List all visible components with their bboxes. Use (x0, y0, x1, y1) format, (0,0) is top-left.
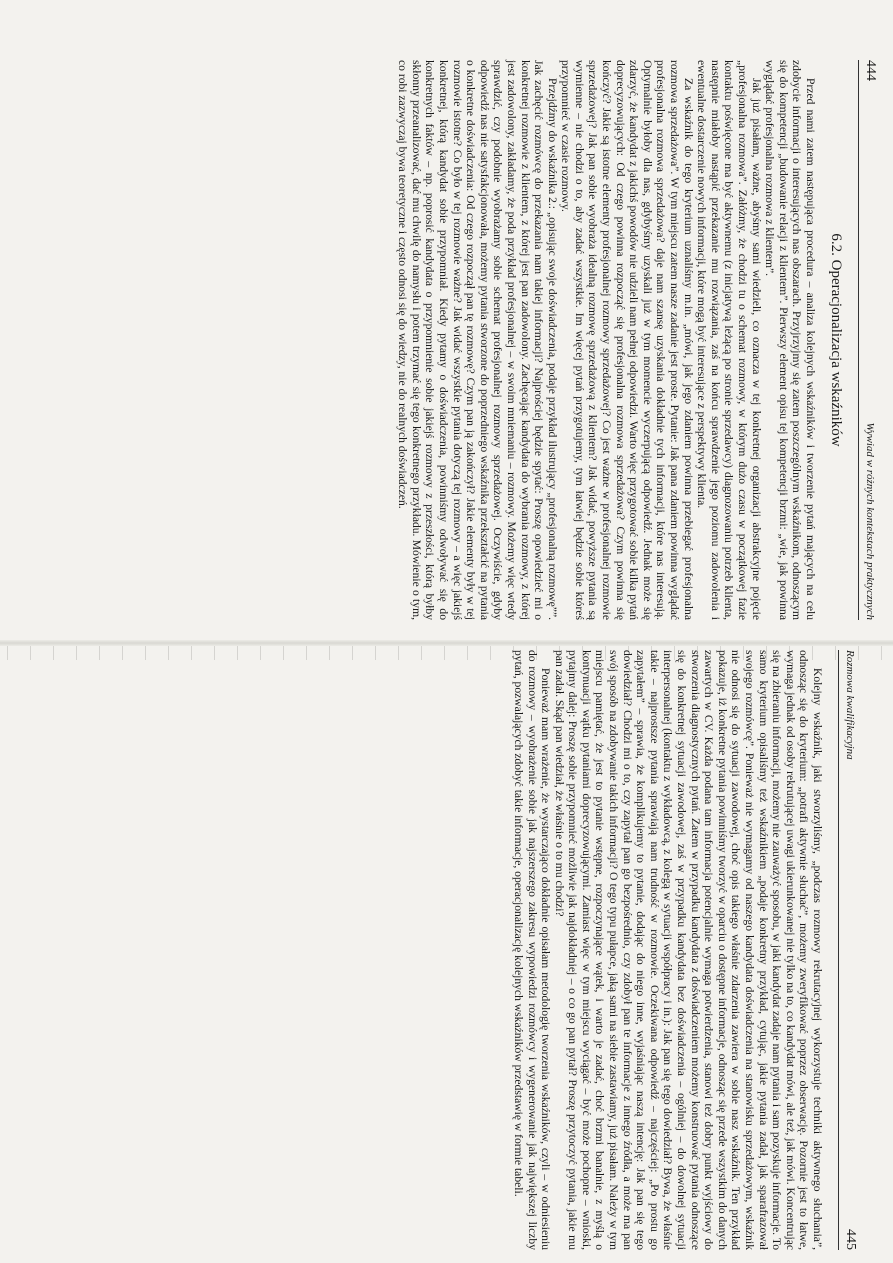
page-445 (78, 650, 858, 1250)
paragraph: Przed nami zatem następująca procedura – analiza kolejnych wskaźników i tworzenie pytań mających na celu zdobycie informacji o interesujących nas obszarach. Przyjrzyjmy się zatem poszczególnym wskaźnikom, odnoszącym się do kompetencji „budowanie relacji z klientem”. Pierwszy element opisu tej kompetencji brzmi: „wie, jak powinna wyglądać profesjonalna rozmowa z klientem”. (763, 60, 817, 620)
running-head (838, 650, 858, 1250)
running-title: Rozmowa kwalifikacyjna (844, 650, 856, 760)
paragraph: Jak już pisałam, ważne, abyśmy sami wiedzieli, co oznacza w tej konkretnej organizacji abstrakcyjne pojęcie „profesjonalna rozmowa”. Załóżmy, że chodzi tu o schemat rozmowy, w którym dużo czasu w początkowej fazie kontaktu poświęcone ma być aktywnemu (z inicjatywą leżącą po stronie sprzedawcy) diagnozowaniu potrzeb klienta, następnie miałoby nastąpić przekazanie mu rozwiązania, zaś na końcu sprawdzenie jego poziomu zadowolenia i ewentualne dostarczenie nowych informacji, które mogą być interesujące z perspektywy klienta. (695, 60, 763, 620)
paragraph: Za wskaźnik do tego kryterium uznaliśmy m.in. „mówi, jak jego zdaniem powinna przebiegać profesjonalna rozmowa sprzedażowa”. W tym miejscu zatem nasze zadanie jest proste. Pytanie: Jak pana zdaniem powinna wyglądać profesjonalna rozmowa sprzedażowa? daje nam szansę uzyskania dokładnie tych informacji, które nas interesują. Optymalnie byłoby dla nas, gdybyśmy uzyskali już w tym momencie wyczerpującą odpowiedź. Jednak może się zdarzyć, że kandydat z jakichś powodów nie udzieli nam pełnej odpowiedzi. Warto więc przygotować sobie kilka pytań doprecyzowujących: Od czego powinna rozpocząć się profesjonalna rozmowa sprzedażowa? Czym powinna się kończyć? Jakie są istotne elementy profesjonalnej rozmowy sprzedażowej? Co jest ważne w profesjonalnej rozmowie sprzedażowej? Jak pan sobie wyobraża idealną rozmowę sprzedażową z klientem? Jak widać, powyższe pytania są wymienne – nie chodzi o to, aby zadać wszystkie. Im więcej pytań przygotujemy, tym łatwiej będzie sobie któreś przypomnieć w czasie rozmowy. (559, 60, 695, 620)
paragraph: Ponieważ mam wrażenie, że wystarczająco dokładnie opisałam metodologię tworzenia wskaźników, czyli – w odniesieniu do rozmowy – wyobrażenie sobie jak najszerszego zakresu wypowiedzi rozmówcy i wygenerowanie jak największej liczby pytań, pozwalających zdobyć takie informacje, operacjonalizację kolejnych wskaźników przedstawię w formie tabeli. (511, 650, 553, 1250)
paragraph: Przejdźmy do wskaźnika 2.: „opisując swoje doświadczenia, podaje przykład ilustrujący „profesjonalną rozmowę””. Jak zachęcić rozmówcę do przekazania nam takiej informacji? Najprościej będzie spytać: Proszę opowiedzieć mi o konkretnej rozmowie z klientem, z której jest pan zadowolony. Zachęcając kandydata do wybrania rozmowy, z której jest zadowolony, zakładamy, że poda przykład profesjonalnej – w swoim mniemaniu – rozmowy. Możemy więc wtedy sprawdzić, czy podobnie wyobrażamy sobie schemat profesjonalnej rozmowy sprzedażowej. Oczywiście, gdyby odpowiedź nas nie satysfakcjonowała, możemy pytania stworzone do poprzedniego wskaźnika przekształcić na pytania o konkretne doświadczenia: Od czego rozpoczął pan tę rozmowę? Czym pan ją zakończył? Jakie elementy były w tej rozmowie istotne? Co było w tej rozmowie ważne? Jak widać wszystkie pytania dotyczą tej rozmowy – a więc jakiejś konkretnej, którą kandydat sobie przypomniał. Kiedy pytamy o doświadczenia, powinniśmy odwoływać się do konkretnych faktów – np. poprosić kandydata o przypomnienie sobie jakiejś rozmowy z przeszłości, którą byłby skłonny przeanalizować, dać mu chwilę do namysłu i potem trzymać się tego konkretnego przykładu. Mówienie o tym, co robi zazwyczaj bywa teoretyczne i często odnosi się do wiedzy, nie do realnych doświadczeń. (396, 60, 559, 620)
page-number: 444 (863, 60, 878, 81)
running-head (858, 60, 878, 620)
section-heading: 6.2. Operacjonalizacja wskaźników (828, 233, 844, 447)
page-444 (58, 60, 878, 620)
running-title: Wywiad w różnych kontekstach praktycznych (864, 422, 876, 620)
paragraph: Kolejny wskaźnik, jaki stworzyliśmy, „podczas rozmowy rekrutacyjnej wykorzystuje techniki aktywnego słuchania”, odnosząc się do kryterium: „potrafi aktywnie słuchać”, możemy zweryfikować poprzez obserwację. Pozornie jest to łatwe, wymaga jednak od osoby rekrutującej uwagi ukierunkowanej nie tylko na to, co kandydat mówi, ale też, jak mówi. Koncentrując się na zbieraniu informacji, możemy nie zauważyć sposobu, w jaki kandydat zadaje nam pytania i sam pozyskuje informacje. To samo kryterium opisaliśmy też wskaźnikiem „podaje konkretny przykład, cytując, jakie pytania zadał, jak sparafrazował swojego rozmówcę”. Ponieważ nie wymagamy od naszego kandydata doświadczenia na stanowisku sprzedażowym, wskaźnik nie odnosi się do sytuacji zawodowej, choć opis takiego właśnie zdarzenia zawiera w sobie nasz wskaźnik. Ten przykład pokazuje, iż konkretne pytania powinniśmy tworzyć w oparciu o dostępne informacje, odnosząc się przede wszystkim do danych zawartych w CV. Każda podana tam informacja potencjalnie wymaga potwierdzenia, stanowi też dobry punkt wyjściowy do stworzenia diagnostycznych pytań. Zatem w przypadku kandydata z doświadczeniem możemy konstruować pytania odnoszące się do konkretnej sytuacji zawodowej, zaś w przypadku kandydata bez doświadczenia – ogólniej – do dowolnej sytuacji interpersonalnej (kontaktu z wykładowcą, z kolegą w sytuacji współpracy i in.): Jak pan się tego dowiedział? Bywa, że właśnie takie – najprostsze pytania sprawiają nam trudność w rozmowie. Oczekiwana odpowiedź – najczęściej: „Po prostu go zapytałem” – sprawia, że komplikujemy to pytanie, dodając do niego inne, wyjaśniając naszą intencję: Jak pan się tego dowiedział? Chodzi mi o to, czy zapytał pan go bezpośrednio, czy zdobył pan te informacje z innego źródła, a może ma pan swój sposób na zdobywanie takich informacji? O tego typu pułapce, jaką sami na siebie zastawiamy, już pisałam. Należy w tym miejscu pamiętać, że jest to pytanie wstępne, rozpoczynające wątek, i warto je zadać, choć brzmi banalnie, z myślą o kontynuacji wątku pytaniami doprecyzowującymi. Zamiast więc w tym miejscu wyciągać – być może pochopne – wnioski, pytajmy dalej: Proszę sobie przypomnieć możliwie jak najdokładniej – o co go pan pytał? Proszę przytoczyć pytania, jakie mu pan zadał. Skąd pan wiedział, że właśnie o to mu chodzi? (552, 650, 824, 1250)
page-number: 445 (843, 1229, 858, 1250)
